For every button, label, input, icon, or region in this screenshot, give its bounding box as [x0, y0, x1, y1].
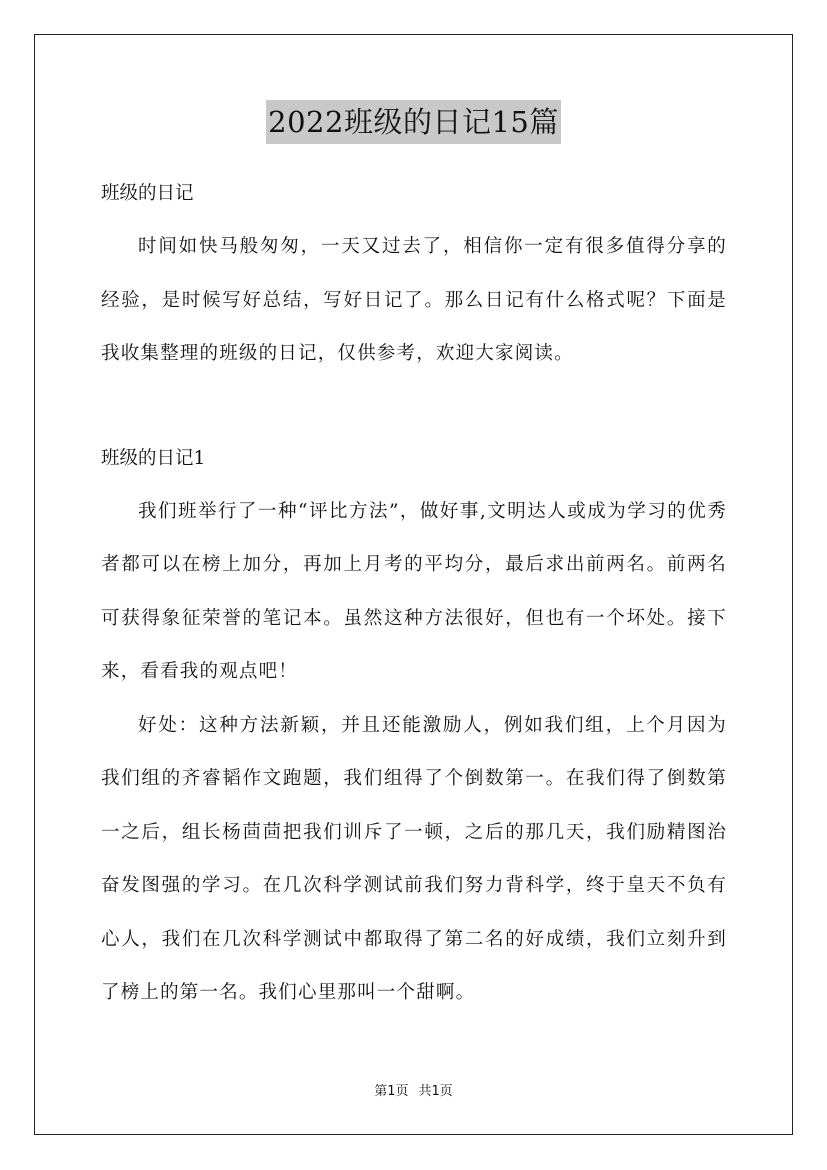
page-footer [0, 1083, 827, 1101]
intro-paragraph: 时间如快马般匆匆，一天又过去了，相信你一定有很多值得分享的经验，是时候写好总结，写好日记了。那么日记有什么格式呢？下面是我收集整理的班级的日记，仅供参考，欢迎大家阅读。 [101, 236, 727, 364]
paragraph-gap [101, 381, 727, 433]
page-number: 第1页 [374, 1084, 409, 1099]
intro-heading: 班级的日记 [101, 183, 194, 204]
section-1-paragraph-2: 好处：这种方法新颖，并且还能激励人，例如我们组，上个月因为我们组的齐睿韬作文跑题，我们组得了个倒数第一。在我们得了倒数第一之后，组长杨茴茴把我们训斥了一顿，之后的那几天，我们励精图治奋发图强的学习。在几次科学测试前我们努力背科学，终于皇天不负有心人，我们在几次科学测试中都取得了第二名的好成绩，我们立刻升到了榜上的第一名。我们心里那叫一个甜啊。 [101, 714, 727, 1003]
section-1-heading: 班级的日记1 [101, 447, 206, 469]
section-1-paragraph-1: 我们班举行了一种“评比方法”，做好事,文明达人或成为学习的优秀者都可以在榜上加分，再加上月考的平均分，最后求出前两名。前两名可获得象征荣誉的笔记本。虽然这种方法很好，但也有一个坏处。接下来，看看我的观点吧！ [101, 500, 727, 682]
document-body [101, 168, 727, 1020]
title-container [0, 100, 827, 144]
document-title: 2022班级的日记15篇 [266, 100, 561, 144]
total-pages: 共1页 [418, 1084, 453, 1099]
